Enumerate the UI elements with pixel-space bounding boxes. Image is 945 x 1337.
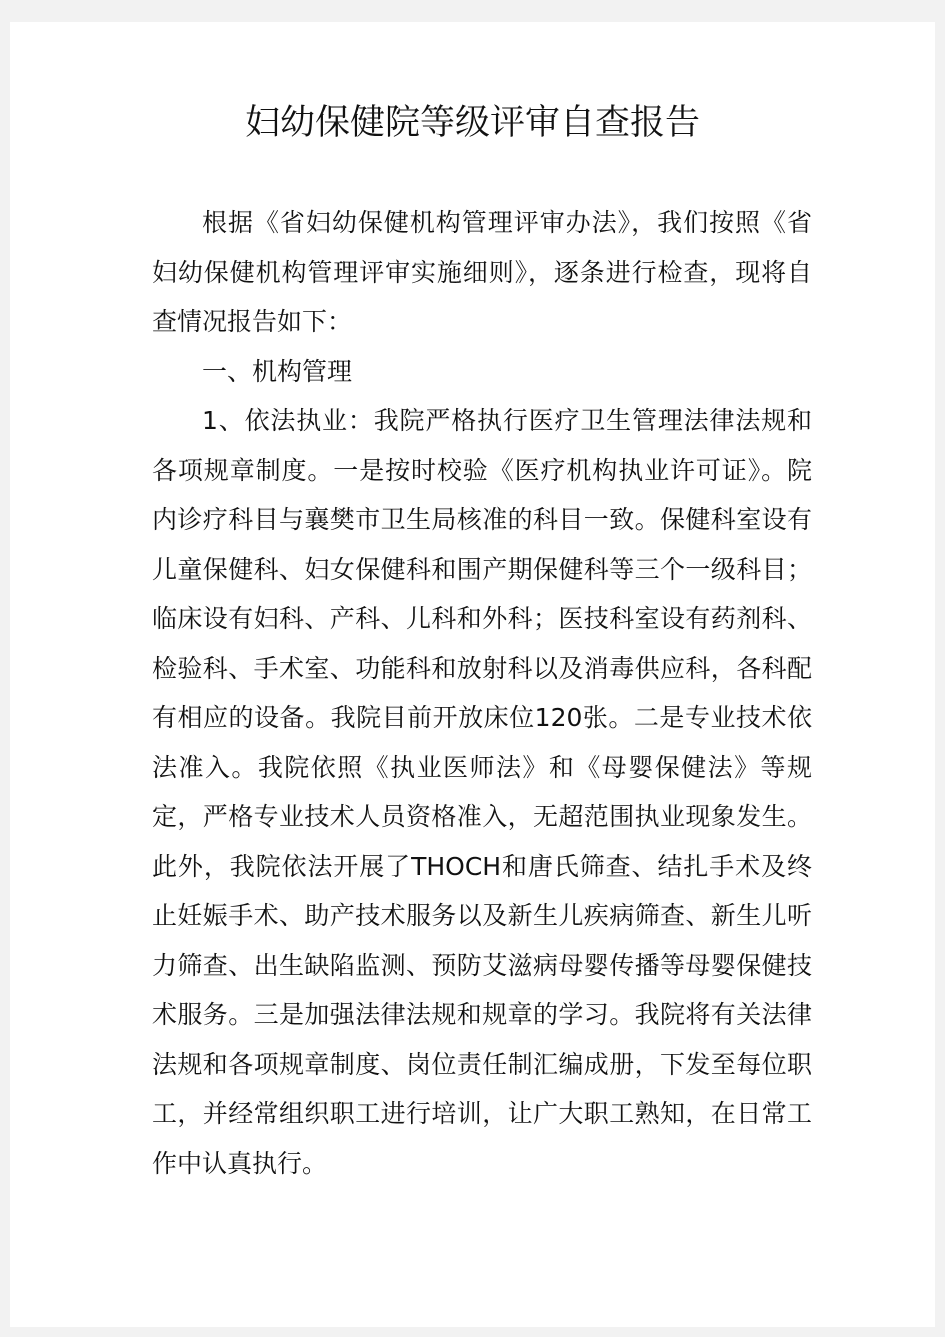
document-body [152, 198, 812, 1188]
document-title: 妇幼保健院等级评审自查报告 [244, 103, 700, 143]
paragraph-lawful-practice: 1、依法执业：我院严格执行医疗卫生管理法律法规和各项规章制度。一是按时校验《医疗机构执业许可证》。院内诊疗科目与襄樊市卫生局核准的科目一致。保健科室设有儿童保健科、妇女保健科和围产期保健科等三个一级科目；临床设有妇科、产科、儿科和外科；医技科室设有药剂科、检验科、手术室、功能科和放射科以及消毒供应科，各科配有相应的设备。我院目前开放床位120张。二是专业技术依法准入。我院依照《执业医师法》和《母婴保健法》等规定，严格专业技术人员资格准入，无超范围执业现象发生。此外，我院依法开展了THOCH和唐氏筛查、结扎手术及终止妊娠手术、助产技术服务以及新生儿疾病筛查、新生儿听力筛查、出生缺陷监测、预防艾滋病母婴传播等母婴保健技术服务。三是加强法律法规和规章的学习。我院将有关法律法规和各项规章制度、岗位责任制汇编成册，下发至每位职工，并经常组织职工进行培训，让广大职工熟知，在日常工作中认真执行。 [152, 406, 812, 1178]
section-heading-institution-management: 一、机构管理 [202, 356, 353, 386]
paragraph-intro: 根据《省妇幼保健机构管理评审办法》，我们按照《省妇幼保健机构管理评审实施细则》，逐条进行检查，现将自查情况报告如下： [152, 208, 812, 336]
document-page [10, 22, 935, 1327]
